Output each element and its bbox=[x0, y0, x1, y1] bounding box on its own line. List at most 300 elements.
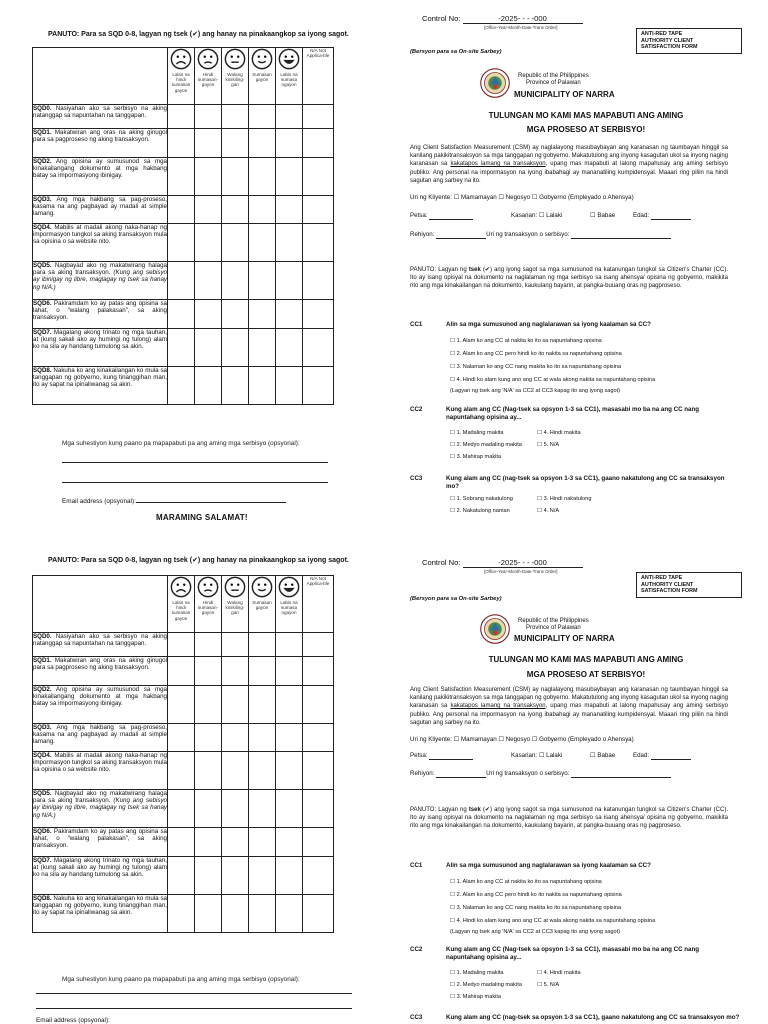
cc-instructions-text: (✔) ang iyong sagot sa mga sumusunod na katanungan tungkol sa Citizen's Charter (CC). Ito ay isang opisyal na dokumento na naglalaman ng mga serbisyo sa isang ahensya/ opisina ng gobyerno, makikita rito ang mga kinakailangan na dokumento, kaukulang bayarin, at pangka-buuang oras ng pagproseso. bbox=[410, 267, 728, 290]
sqd-question bbox=[33, 633, 168, 657]
smile-face-icon bbox=[251, 48, 273, 70]
sex-male-option[interactable]: Kasarian: ☐ Lalaki bbox=[511, 212, 563, 219]
cc3-option-2[interactable]: ☐ 2. Nakatulong naman bbox=[450, 508, 510, 514]
cc2-option-4[interactable]: ☐ 4. Hindi makita bbox=[537, 430, 581, 436]
sqd-row bbox=[33, 196, 334, 224]
cc-instructions-text: (✔) ang iyong sagot sa mga sumusunod na katanungan tungkol sa Citizen's Charter (CC). Ito ay isang opisyal na dokumento na naglalaman ng mga serbisyo sa isang ahensya/ opisina ng gobyerno, makikita rito ang mga kinakailangan na dokumento, kaukulang bayarin, at pangka-buuang oras ng pagproseso. bbox=[410, 807, 728, 830]
cc-instructions-text: PANUTO: Lagyan ng bbox=[410, 267, 469, 273]
answer-cell[interactable] bbox=[195, 633, 222, 657]
answer-cell[interactable] bbox=[195, 752, 222, 790]
col-neutral bbox=[222, 48, 249, 105]
answer-cell[interactable] bbox=[222, 224, 249, 262]
answer-cell[interactable] bbox=[168, 895, 195, 933]
answer-cell[interactable] bbox=[303, 857, 334, 895]
control-value[interactable]: -2025- - - -000 bbox=[463, 558, 583, 568]
answer-cell[interactable] bbox=[276, 105, 303, 129]
answer-cell[interactable] bbox=[276, 158, 303, 196]
sqd-row bbox=[33, 633, 334, 657]
answer-cell[interactable] bbox=[303, 105, 334, 129]
region-row bbox=[410, 770, 671, 778]
answer-cell[interactable] bbox=[195, 300, 222, 329]
answer-cell[interactable] bbox=[303, 300, 334, 329]
cc-label: CC3 bbox=[410, 475, 423, 482]
sqd-row bbox=[33, 105, 334, 129]
answer-cell[interactable] bbox=[303, 657, 334, 686]
sqd-question bbox=[33, 686, 168, 724]
cc-instructions-bold: tsek bbox=[468, 807, 481, 813]
heading-line-2: MGA PROSESO AT SERBISYO! bbox=[526, 125, 646, 134]
answer-cell[interactable] bbox=[168, 105, 195, 129]
client-type-field[interactable]: Uri ng Kliyente: ☐ Mamamayan ☐ Negosyo ☐ Gobyerno (Empleyado o Ahensya) bbox=[410, 194, 634, 201]
control-label: Control No: bbox=[422, 558, 461, 567]
answer-cell[interactable] bbox=[168, 329, 195, 367]
cc2-option-4[interactable]: ☐ 4. Hindi makita bbox=[537, 970, 581, 976]
answer-cell[interactable] bbox=[222, 895, 249, 933]
sqd-code: SQD7. bbox=[33, 857, 52, 864]
very-sad-face-icon bbox=[170, 576, 192, 598]
arta-line: AUTHORITY CLIENT bbox=[641, 581, 694, 588]
cc2-option-3[interactable]: ☐ 3. Mahirap makita bbox=[450, 994, 502, 1000]
col-disagree bbox=[195, 576, 222, 633]
republic-header bbox=[518, 618, 589, 632]
col-label: Hindi sumasan-gayon bbox=[197, 72, 219, 88]
municipality-title: MUNICIPALITY OF NARRA bbox=[514, 90, 615, 99]
sqd-row bbox=[33, 752, 334, 790]
col-label: N/A Not Applica-ble bbox=[306, 48, 330, 59]
sqd-question bbox=[33, 857, 168, 895]
cc-instructions-text: PANUTO: Lagyan ng bbox=[410, 807, 469, 813]
answer-cell[interactable] bbox=[249, 158, 276, 196]
answer-cell[interactable] bbox=[303, 895, 334, 933]
republic-text: Republic of the Philippines bbox=[518, 73, 589, 79]
province-text: Province of Palawan bbox=[526, 80, 581, 86]
sqd-row bbox=[33, 657, 334, 686]
answer-cell[interactable] bbox=[249, 105, 276, 129]
answer-cell[interactable] bbox=[276, 300, 303, 329]
answer-cell[interactable] bbox=[303, 752, 334, 790]
answer-cell[interactable] bbox=[168, 686, 195, 724]
sqd-code: SQD4. bbox=[33, 752, 52, 759]
sex-female-option[interactable]: ☐ Babae bbox=[590, 752, 616, 759]
sqd-row bbox=[33, 129, 334, 158]
answer-cell[interactable] bbox=[195, 790, 222, 828]
form-copy-bottom bbox=[0, 542, 768, 1024]
intro-text: Ang Client Satisfaction Measurement (CSM) ay naglalayong masubaybayan ang karanasan ng taumbayan hinggil sa kanilang pakikitransaksyon sa mga tanggapan ng gobyerno. Makatutulong ang inyong kasagutan ukol sa inyong naging karanasan sa bbox=[410, 687, 728, 710]
answer-cell[interactable] bbox=[303, 790, 334, 828]
answer-cell[interactable] bbox=[249, 262, 276, 300]
answer-cell[interactable] bbox=[222, 300, 249, 329]
region-label: Rehiyon: bbox=[410, 231, 435, 238]
answer-cell[interactable] bbox=[249, 633, 276, 657]
sqd-text: Ang opisina ay sumusunod sa mga kinakailangang dokumento at mga hakbang batay sa impormasyong ibinigay. bbox=[33, 158, 167, 180]
cc1-option-2[interactable]: ☐ 2. Alam ko ang CC pero hindi ko ito nakita sa napuntahang opisina bbox=[450, 892, 622, 898]
municipal-seal-icon bbox=[480, 614, 510, 644]
cc3-option-1[interactable]: ☐ 1. Sobrang nakatulong bbox=[450, 496, 513, 502]
sqd-section bbox=[0, 0, 384, 522]
sqd-text: Magalang akong trinato ng mga tauhan, at (kung sakali ako ay humingi ng tulong) alam ko na sila ay handang tumulong sa akin. bbox=[33, 329, 167, 351]
answer-cell[interactable] bbox=[168, 224, 195, 262]
answer-cell[interactable] bbox=[168, 262, 195, 300]
cc2-option-5[interactable]: ☐ 5. N/A bbox=[537, 442, 560, 448]
col-strongly-disagree bbox=[168, 48, 195, 105]
answer-cell[interactable] bbox=[168, 724, 195, 752]
cc1-note: (Lagyan ng tsek ang 'N/A' sa CC2 at CC3 kapag ito ang iyong sagot) bbox=[450, 388, 621, 394]
sqd-text: Nasiyahan ako sa serbisyo na aking natanggap sa napuntahan na tanggapan. bbox=[33, 105, 167, 120]
cc-text: Kung alam ang CC (nag-tsek sa opsyon 1-3 sa CC1), gaano nakatulong ang CC sa transaksyon mo? bbox=[446, 475, 725, 491]
sqd-question bbox=[33, 752, 168, 790]
suggestions-label: Mga suhestiyon kung paano pa mapapabuti pa ang aming mga serbisyo (opsyonal): bbox=[62, 440, 300, 447]
sqd-text: Pakiramdam ko ay patas ang opisina sa lahat, o “walang palakasan”, sa aking transaksyon. bbox=[33, 300, 167, 322]
control-value[interactable]: -2025- - - -000 bbox=[463, 14, 583, 24]
cc1-option-3[interactable]: ☐ 3. Nalaman ko ang CC nang makita ko ito sa napuntahang opisina bbox=[450, 364, 622, 370]
sqd-text: Nasiyahan ako sa serbisyo na aking natanggap sa napuntahan na tanggapan. bbox=[33, 633, 167, 648]
republic-header bbox=[518, 73, 589, 87]
email-field[interactable] bbox=[36, 1017, 110, 1024]
col-agree bbox=[249, 576, 276, 633]
answer-cell[interactable] bbox=[195, 367, 222, 405]
sqd-question bbox=[33, 329, 168, 367]
answer-cell[interactable] bbox=[222, 129, 249, 158]
sqd-code: SQD6. bbox=[33, 828, 52, 835]
answer-cell[interactable] bbox=[168, 633, 195, 657]
answer-cell[interactable] bbox=[195, 196, 222, 224]
cc-instructions bbox=[410, 266, 728, 291]
cc-text: Kung alam ang CC (nag-tsek sa opsyon 1-3 sa CC1), gaano nakatulong ang CC sa transaksyon mo? bbox=[446, 1014, 740, 1021]
col-label: Labis na sumasa ngayon bbox=[280, 72, 298, 88]
sqd-text: Nakuha ko ang kinakailangan ko mula sa tanggapan ng gobyerno, kung tinanggihan man, ito ay sapat na ipinaliwanag sa akin. bbox=[33, 367, 167, 389]
sqd-note: (Kung ang sebisyo ay ibinigay ng libre, maglagay ng tsek sa hanay ng N/A.) bbox=[33, 797, 167, 819]
age-field[interactable] bbox=[651, 752, 691, 760]
answer-cell[interactable] bbox=[168, 752, 195, 790]
neutral-face-icon bbox=[224, 576, 246, 598]
email-field[interactable] bbox=[62, 496, 286, 505]
sqd-row bbox=[33, 790, 334, 828]
answer-cell[interactable] bbox=[303, 633, 334, 657]
answer-cell[interactable] bbox=[222, 657, 249, 686]
answer-cell[interactable] bbox=[195, 158, 222, 196]
sqd-table bbox=[32, 47, 334, 405]
answer-cell[interactable] bbox=[195, 224, 222, 262]
answer-cell[interactable] bbox=[249, 724, 276, 752]
sqd-instructions: PANUTO: Para sa SQD 0-8, lagyan ng tsek (✔) ang hanay na pinakaangkop sa iyong sagot. bbox=[48, 557, 349, 564]
suggestions-line[interactable] bbox=[36, 1008, 352, 1009]
suggestions-line[interactable] bbox=[62, 482, 328, 483]
col-label: Walang kinikiling-gan bbox=[225, 72, 245, 88]
sqd-text: Magalang akong trinato ng mga tauhan, at (kung sakali ako ay humingi ng tulong) alam ko na sila ay handang tumulong sa akin. bbox=[33, 857, 167, 879]
col-label: Hindi sumasan-gayon bbox=[197, 600, 219, 616]
cc2-option-2[interactable]: ☐ 2. Medyo madaling makita bbox=[450, 442, 522, 448]
answer-cell[interactable] bbox=[168, 367, 195, 405]
cc1-note: (Lagyan ng tsek ang 'N/A' sa CC2 at CC3 kapag ito ang iyong sagot) bbox=[450, 929, 621, 935]
csm-section bbox=[404, 542, 768, 1024]
arta-line: ANTI-RED TAPE bbox=[641, 31, 683, 37]
service-field[interactable] bbox=[571, 231, 671, 239]
sqd-code: SQD4. bbox=[33, 224, 52, 231]
sqd-question bbox=[33, 105, 168, 129]
sqd-code: SQD1. bbox=[33, 129, 52, 136]
cc1-option-1[interactable]: ☐ 1. Alam ko ang CC at nakita ko ito sa napuntahang opisina bbox=[450, 879, 602, 885]
sqd-code: SQD8. bbox=[33, 367, 52, 374]
intro-text: , upang mas mapabuti at lalong mapahusay ang aming serbisyo publiko. Ang personal na impormasyon na iyong ibabahagi ay mananatiling kumpidensyal. Maaari ring piliin na hindi sagutan ang sarbey na ito. bbox=[410, 161, 728, 184]
answer-cell[interactable] bbox=[195, 329, 222, 367]
answer-cell[interactable] bbox=[276, 367, 303, 405]
col-disagree bbox=[195, 48, 222, 105]
sqd-code: SQD5. bbox=[33, 790, 52, 797]
col-label: Labis na hindi sumasan gayon bbox=[171, 600, 191, 621]
grin-face-icon bbox=[278, 576, 300, 598]
answer-cell[interactable] bbox=[276, 262, 303, 300]
answer-cell[interactable] bbox=[303, 158, 334, 196]
answer-cell[interactable] bbox=[222, 724, 249, 752]
sqd-row bbox=[33, 329, 334, 367]
sqd-question bbox=[33, 828, 168, 857]
email-label: Email address (opsyonal): bbox=[36, 1017, 110, 1024]
cc-text: Alin sa mga sumusunod ang naglalarawan sa iyong kaalaman sa CC? bbox=[446, 862, 651, 869]
answer-cell[interactable] bbox=[195, 686, 222, 724]
cc-text: Kung alam ang CC (Nag-tsek sa opsyon 1-3 sa CC1), masasabi mo ba na ang CC nang napuntahang opisina ay... bbox=[446, 406, 700, 422]
suggestions-line[interactable] bbox=[62, 462, 328, 463]
sad-face-icon bbox=[197, 576, 219, 598]
version-label: (Bersyon para sa On-site Sarbey) bbox=[410, 49, 502, 55]
question-header-cell bbox=[33, 48, 168, 105]
answer-cell[interactable] bbox=[249, 367, 276, 405]
answer-cell[interactable] bbox=[222, 790, 249, 828]
cc1-option-3[interactable]: ☐ 3. Nalaman ko ang CC nang makita ko ito sa napuntahang opisina bbox=[450, 905, 622, 911]
col-na bbox=[303, 48, 334, 105]
sqd-code: SQD2. bbox=[33, 158, 52, 165]
answer-cell[interactable] bbox=[249, 828, 276, 857]
answer-cell[interactable] bbox=[276, 895, 303, 933]
sqd-text: Mabilis at madali akong naka-hanap ng impormasyon tungkol sa aking transaksyon mula sa opisina o sa website nito. bbox=[33, 224, 167, 246]
sqd-code: SQD3. bbox=[33, 724, 52, 731]
answer-cell[interactable] bbox=[222, 329, 249, 367]
sqd-text: Ang opisina ay sumusunod sa mga kinakailangang dokumento at mga hakbang batay sa impormasyong ibinigay. bbox=[33, 686, 167, 708]
answer-cell[interactable] bbox=[222, 828, 249, 857]
answer-cell[interactable] bbox=[195, 895, 222, 933]
arta-line: SATISFACTION FORM bbox=[641, 44, 698, 51]
answer-cell[interactable] bbox=[168, 857, 195, 895]
answer-cell[interactable] bbox=[195, 105, 222, 129]
sqd-text: Makatwiran ang oras na aking ginugol para sa pagproseso ng aking transaksyon. bbox=[33, 657, 167, 672]
col-na bbox=[303, 576, 334, 633]
sqd-row bbox=[33, 895, 334, 933]
answer-cell[interactable] bbox=[195, 262, 222, 300]
answer-cell[interactable] bbox=[303, 724, 334, 752]
arta-line: ANTI-RED TAPE bbox=[641, 575, 683, 581]
client-type-field[interactable]: Uri ng Kliyente: ☐ Mamamayan ☐ Negosyo ☐ Gobyerno (Empleyado o Ahensya) bbox=[410, 736, 634, 743]
service-label: Uri ng transaksyon o serbisyo: bbox=[486, 231, 570, 238]
answer-cell[interactable] bbox=[249, 790, 276, 828]
answer-cell[interactable] bbox=[276, 196, 303, 224]
thank-you-text: MARAMING SALAMAT! bbox=[156, 513, 248, 522]
cc1-option-2[interactable]: ☐ 2. Alam ko ang CC pero hindi ko ito nakita sa napuntahang opisina bbox=[450, 351, 622, 357]
answer-cell[interactable] bbox=[168, 828, 195, 857]
intro-paragraph bbox=[410, 144, 728, 185]
answer-cell[interactable] bbox=[249, 752, 276, 790]
answer-cell[interactable] bbox=[303, 367, 334, 405]
answer-cell[interactable] bbox=[168, 657, 195, 686]
sqd-row bbox=[33, 158, 334, 196]
col-strongly-agree bbox=[276, 48, 303, 105]
answer-cell[interactable] bbox=[249, 224, 276, 262]
arta-box bbox=[636, 572, 742, 598]
sqd-row bbox=[33, 300, 334, 329]
answer-cell[interactable] bbox=[222, 262, 249, 300]
col-agree bbox=[249, 48, 276, 105]
answer-cell[interactable] bbox=[168, 129, 195, 158]
intro-text: Ang Client Satisfaction Measurement (CSM) ay naglalayong masubaybayan ang karanasan ng taumbayan hinggil sa kanilang pakikitransaksyon sa mga tanggapan ng gobyerno. Makatutulong ang inyong kasagutan ukol sa inyong naging karanasan sa bbox=[410, 145, 728, 168]
answer-cell[interactable] bbox=[276, 724, 303, 752]
answer-cell[interactable] bbox=[276, 633, 303, 657]
service-label: Uri ng transaksyon o serbisyo: bbox=[486, 770, 570, 777]
answer-cell[interactable] bbox=[249, 657, 276, 686]
arta-line: AUTHORITY CLIENT bbox=[641, 37, 694, 44]
version-label: (Bersyon para sa On-site Sarbey) bbox=[410, 596, 502, 602]
sqd-text: Nakuha ko ang kinakailangan ko mula sa tanggapan ng gobyerno, kung tinanggihan man, ito ay sapat na ipinaliwanag sa akin. bbox=[33, 895, 167, 917]
sqd-row bbox=[33, 857, 334, 895]
answer-cell[interactable] bbox=[195, 724, 222, 752]
sqd-code: SQD8. bbox=[33, 895, 52, 902]
question-header-cell bbox=[33, 576, 168, 633]
sqd-text: Makatwiran ang oras na aking ginugol para sa pagproseso ng aking transaksyon. bbox=[33, 129, 167, 144]
sex-female-option[interactable]: ☐ Babae bbox=[590, 212, 616, 219]
sqd-question bbox=[33, 367, 168, 405]
suggestions-line[interactable] bbox=[36, 993, 352, 994]
col-label: Sumasan gayon bbox=[252, 72, 272, 83]
region-field[interactable] bbox=[436, 231, 486, 239]
sqd-code: SQD7. bbox=[33, 329, 52, 336]
age-label: Edad: bbox=[632, 212, 650, 219]
answer-cell[interactable] bbox=[303, 262, 334, 300]
answer-cell[interactable] bbox=[222, 158, 249, 196]
answer-cell[interactable] bbox=[195, 129, 222, 158]
sqd-question bbox=[33, 158, 168, 196]
sex-male-option[interactable]: Kasarian: ☐ Lalaki bbox=[511, 752, 563, 759]
cc-text: Kung alam ang CC (Nag-tsek sa opsyon 1-3 sa CC1), masasabi mo ba na ang CC nang napuntahang opisina ay... bbox=[446, 946, 700, 962]
sqd-code: SQD0. bbox=[33, 633, 52, 640]
date-label: Petsa: bbox=[410, 752, 428, 759]
answer-cell[interactable] bbox=[276, 129, 303, 158]
heading-line-2: MGA PROSESO AT SERBISYO! bbox=[526, 670, 646, 679]
email-line[interactable] bbox=[136, 496, 286, 503]
sqd-question bbox=[33, 790, 168, 828]
answer-cell[interactable] bbox=[222, 633, 249, 657]
age-field[interactable] bbox=[651, 212, 691, 220]
col-label: N/A Not Applica-ble bbox=[306, 576, 330, 587]
sqd-question bbox=[33, 262, 168, 300]
sqd-note: (Kung ang sebisyo ay ibinigay ng libre, maglagay ng tsek sa hanay ng N/A.) bbox=[33, 269, 167, 291]
cc2-option-3[interactable]: ☐ 3. Mahirap makita bbox=[450, 454, 502, 460]
sqd-section bbox=[0, 542, 384, 1024]
answer-cell[interactable] bbox=[276, 752, 303, 790]
sqd-row bbox=[33, 686, 334, 724]
sqd-question bbox=[33, 196, 168, 224]
answer-cell[interactable] bbox=[276, 329, 303, 367]
cc2-option-2[interactable]: ☐ 2. Medyo madaling makita bbox=[450, 982, 522, 988]
sqd-question bbox=[33, 657, 168, 686]
answer-cell[interactable] bbox=[249, 857, 276, 895]
arta-box bbox=[636, 28, 742, 54]
control-number bbox=[422, 558, 583, 568]
cc2-option-1[interactable]: ☐ 1. Madaling makita bbox=[450, 430, 504, 436]
answer-cell[interactable] bbox=[303, 224, 334, 262]
cc1-option-4[interactable]: ☐ 4. Hindi ko alam kung ano ang CC at wala akong nakita sa napuntahang opisina bbox=[450, 918, 656, 924]
info-row bbox=[410, 212, 740, 220]
answer-cell[interactable] bbox=[168, 790, 195, 828]
answer-cell[interactable] bbox=[249, 129, 276, 158]
answer-cell[interactable] bbox=[276, 828, 303, 857]
date-field[interactable] bbox=[429, 752, 473, 760]
sqd-question bbox=[33, 724, 168, 752]
municipal-seal-icon bbox=[480, 68, 510, 98]
sqd-code: SQD6. bbox=[33, 300, 52, 307]
answer-cell[interactable] bbox=[276, 657, 303, 686]
answer-cell[interactable] bbox=[222, 105, 249, 129]
answer-cell[interactable] bbox=[249, 329, 276, 367]
answer-cell[interactable] bbox=[168, 158, 195, 196]
answer-cell[interactable] bbox=[222, 857, 249, 895]
answer-cell[interactable] bbox=[168, 300, 195, 329]
answer-cell[interactable] bbox=[222, 752, 249, 790]
answer-cell[interactable] bbox=[222, 196, 249, 224]
very-sad-face-icon bbox=[170, 48, 192, 70]
answer-cell[interactable] bbox=[249, 686, 276, 724]
cc3-option-3[interactable]: ☐ 3. Hindi nakatulong bbox=[537, 496, 592, 502]
answer-cell[interactable] bbox=[222, 367, 249, 405]
answer-cell[interactable] bbox=[276, 790, 303, 828]
cc-text: Alin sa mga sumusunod ang naglalarawan sa iyong kaalaman sa CC? bbox=[446, 321, 651, 328]
answer-cell[interactable] bbox=[276, 686, 303, 724]
heading-line-1: TULUNGAN MO KAMI MAS MAPABUTI ANG AMING bbox=[488, 111, 684, 120]
municipality-title: MUNICIPALITY OF NARRA bbox=[514, 634, 615, 643]
sqd-question bbox=[33, 895, 168, 933]
sqd-row bbox=[33, 828, 334, 857]
cc-label: CC1 bbox=[410, 321, 423, 328]
answer-cell[interactable] bbox=[303, 329, 334, 367]
answer-cell[interactable] bbox=[303, 196, 334, 224]
answer-cell[interactable] bbox=[195, 857, 222, 895]
region-row bbox=[410, 231, 671, 239]
answer-cell[interactable] bbox=[276, 224, 303, 262]
answer-cell[interactable] bbox=[168, 196, 195, 224]
region-field[interactable] bbox=[436, 770, 486, 778]
answer-cell[interactable] bbox=[195, 828, 222, 857]
sqd-question bbox=[33, 224, 168, 262]
cc1-option-1[interactable]: ☐ 1. Alam ko ang CC at nakita ko ito sa napuntahang opisina bbox=[450, 338, 602, 344]
answer-cell[interactable] bbox=[249, 895, 276, 933]
col-label: Labis na sumasa ngayon bbox=[280, 600, 298, 616]
cc2-option-1[interactable]: ☐ 1. Madaling makita bbox=[450, 970, 504, 976]
email-label: Email address (opsyonal): bbox=[62, 498, 136, 505]
answer-cell[interactable] bbox=[303, 828, 334, 857]
answer-cell[interactable] bbox=[303, 129, 334, 158]
date-label: Petsa: bbox=[410, 212, 428, 219]
sqd-text: Nagbayad ako ng makatwirang halaga para sa aking transaksyon. bbox=[33, 262, 167, 277]
answer-cell[interactable] bbox=[222, 686, 249, 724]
answer-cell[interactable] bbox=[249, 196, 276, 224]
date-field[interactable] bbox=[429, 212, 473, 220]
answer-cell[interactable] bbox=[276, 857, 303, 895]
answer-cell[interactable] bbox=[303, 686, 334, 724]
sad-face-icon bbox=[197, 48, 219, 70]
service-field[interactable] bbox=[571, 770, 671, 778]
cc2-option-5[interactable]: ☐ 5. N/A bbox=[537, 982, 560, 988]
suggestions-label: Mga suhestiyon kung paano pa mapapabuti pa ang aming mga serbisyo (opsyonal): bbox=[62, 976, 300, 983]
cc3-option-4[interactable]: ☐ 4. N/A bbox=[537, 508, 560, 514]
answer-cell[interactable] bbox=[249, 300, 276, 329]
cc1-option-4[interactable]: ☐ 4. Hindi ko alam kung ano ang CC at wala akong nakita sa napuntahang opisina bbox=[450, 377, 656, 383]
answer-cell[interactable] bbox=[195, 657, 222, 686]
